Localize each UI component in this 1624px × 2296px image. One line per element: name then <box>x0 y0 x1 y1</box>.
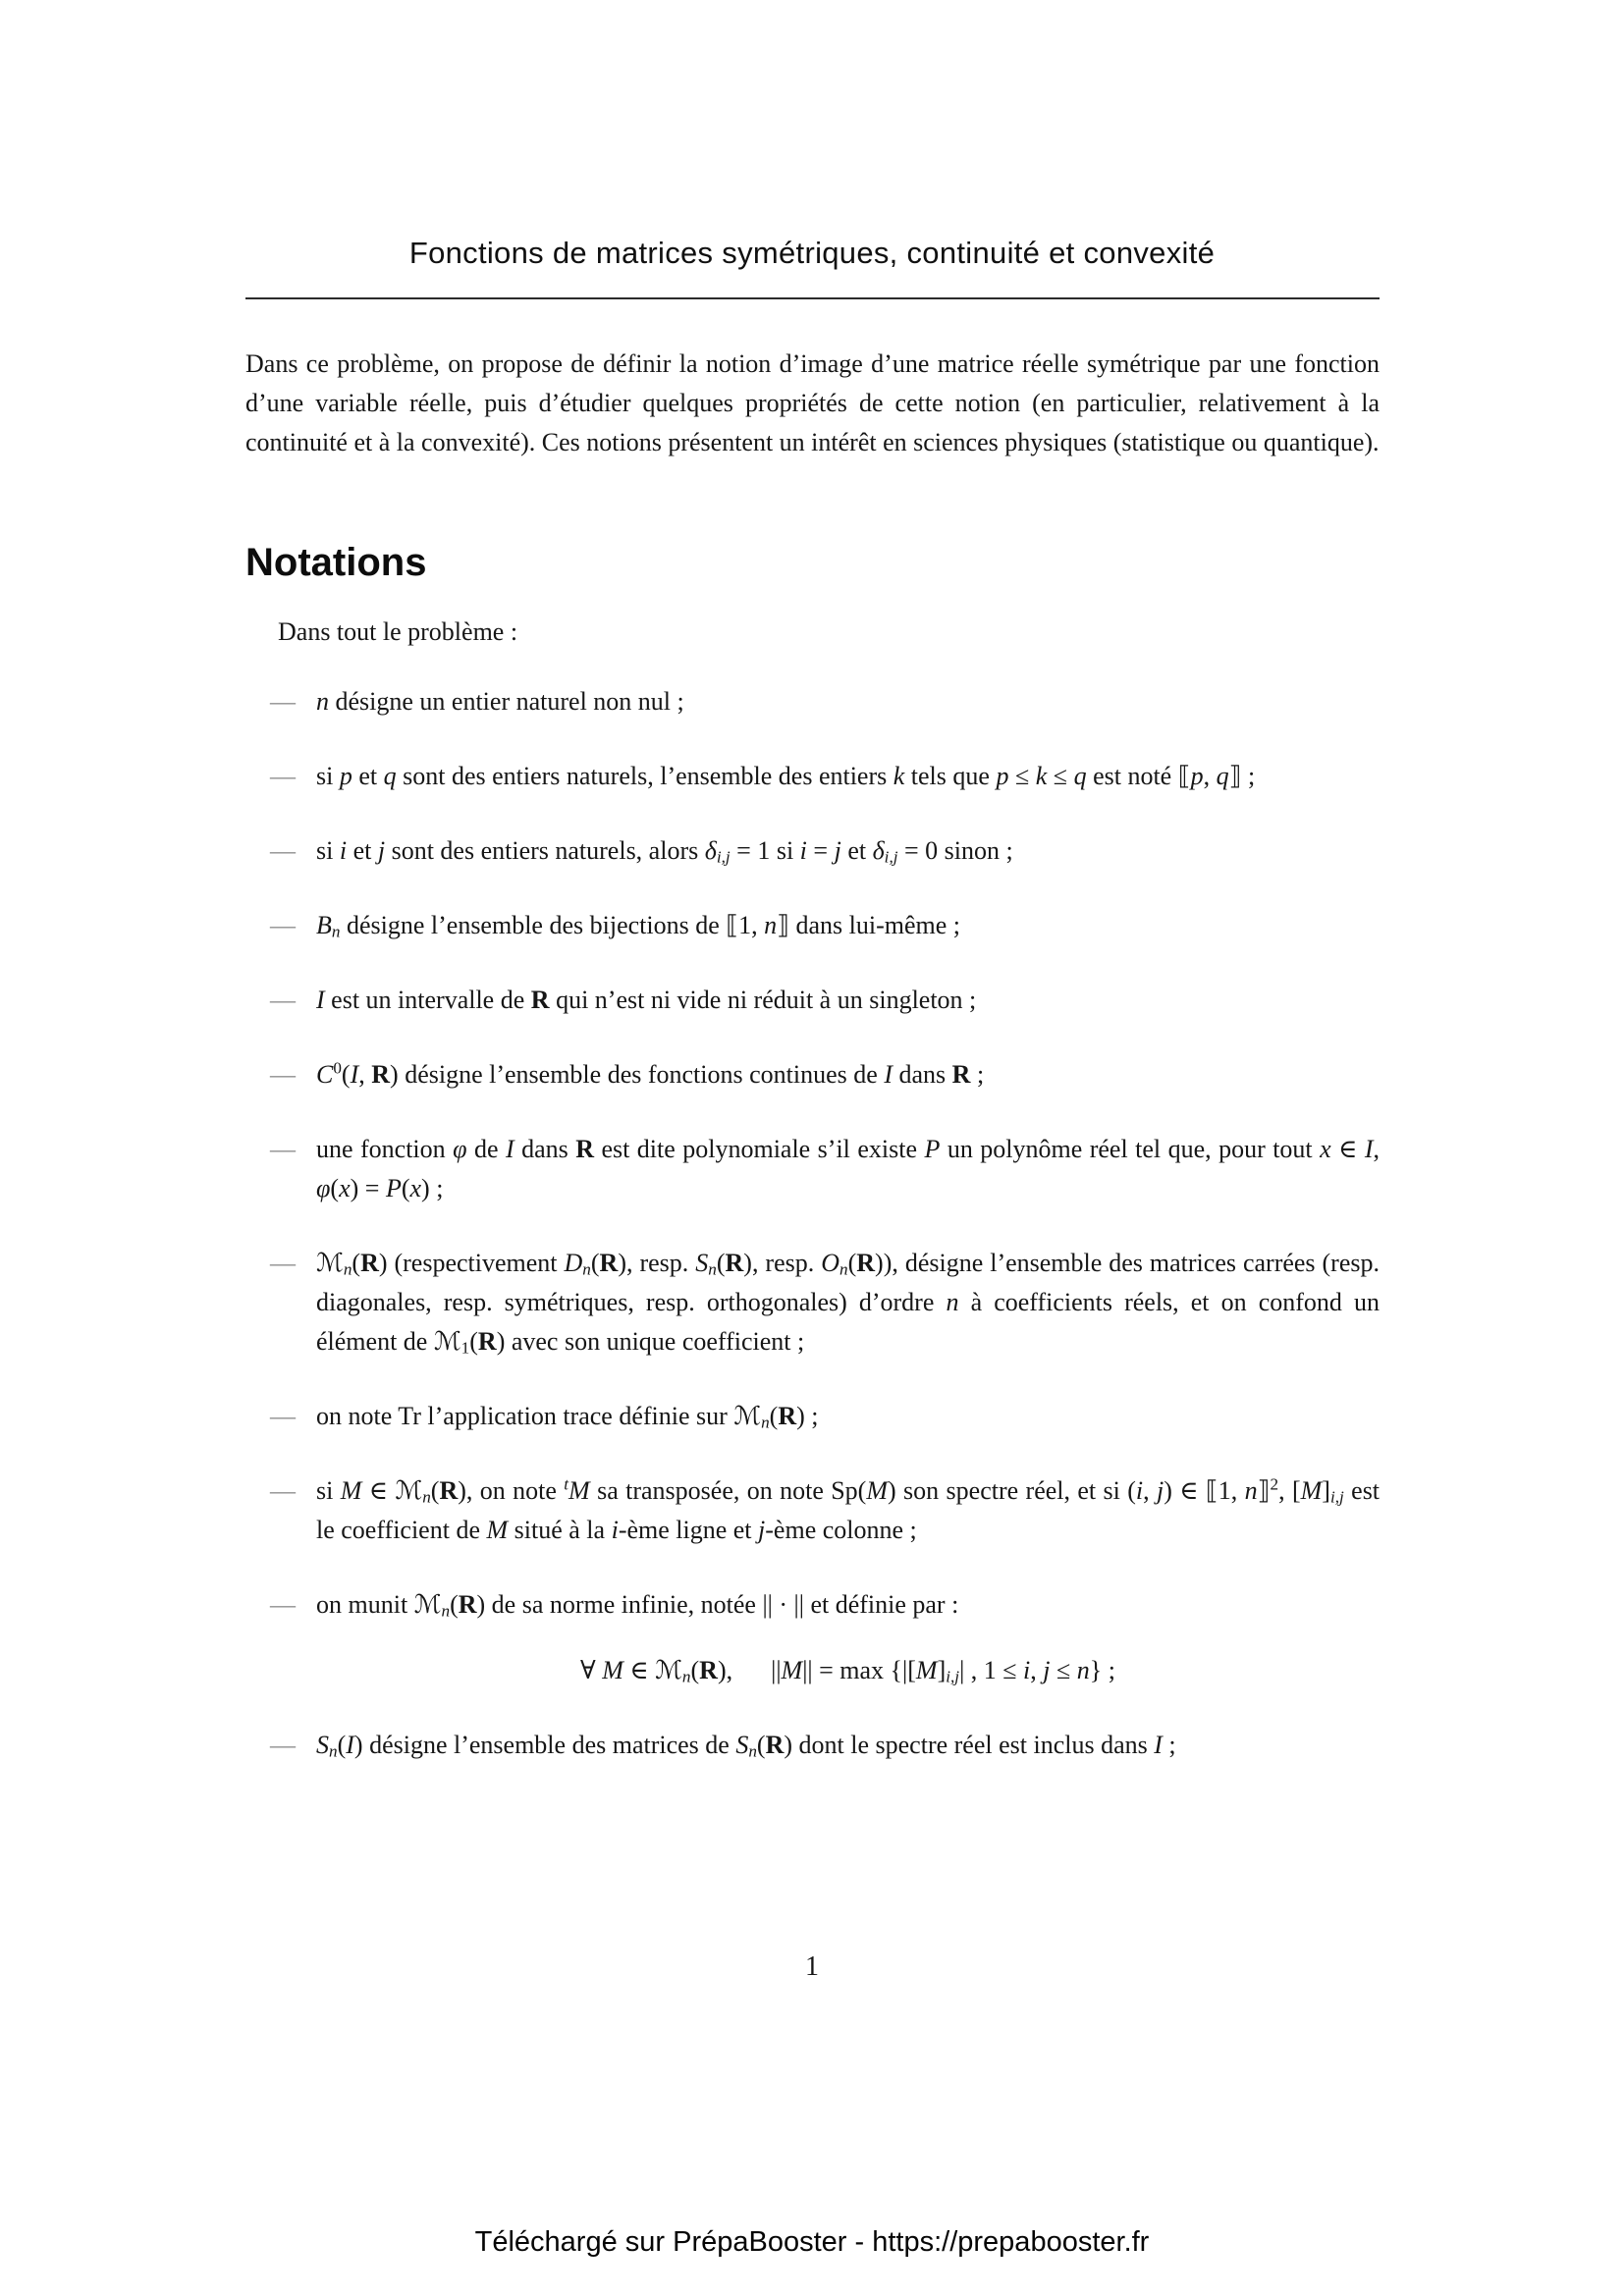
text-run: M <box>866 1476 889 1505</box>
text-run: si <box>316 836 340 865</box>
text-run: ( <box>330 1174 340 1202</box>
item-text <box>316 986 976 1014</box>
text-run: ℳ <box>655 1656 682 1685</box>
text-run: R <box>599 1249 619 1277</box>
text-run: n <box>1244 1476 1258 1505</box>
text-run: R <box>439 1476 459 1505</box>
text-run: x <box>339 1174 351 1202</box>
text-run: sont des entiers naturels, l’ensemble des entiers <box>396 762 893 790</box>
text-run: φ <box>316 1174 331 1202</box>
text-run: n <box>708 1259 717 1279</box>
text-run: désigne l’ensemble des bijections de <box>340 911 727 939</box>
text-run: ( <box>450 1590 459 1619</box>
text-run: n <box>582 1259 591 1279</box>
text-run: -ème ligne et <box>618 1516 759 1544</box>
item-text <box>316 1590 958 1619</box>
text-run: ( <box>769 1402 779 1430</box>
text-run: ] <box>1322 1476 1330 1505</box>
item-dash-marker: — <box>270 1402 296 1430</box>
text-run: ( <box>337 1731 347 1759</box>
text-run: n <box>316 687 329 716</box>
text-run: ] <box>937 1656 947 1684</box>
text-run: , <box>358 1060 372 1089</box>
text-run: M <box>486 1516 509 1544</box>
text-run: C <box>316 1060 334 1089</box>
text-run: 1, <box>1218 1476 1245 1505</box>
text-run: 1 <box>460 1338 470 1358</box>
text-run: q <box>1216 762 1229 790</box>
text-run: | , 1 ≤ <box>959 1656 1024 1684</box>
text-run: 1, <box>738 911 765 939</box>
list-item <box>245 906 1380 945</box>
text-run: ℳ <box>433 1327 461 1357</box>
text-run: M <box>340 1476 362 1505</box>
item-text <box>316 1060 984 1089</box>
list-item <box>245 831 1380 871</box>
page-content <box>245 345 1380 1800</box>
text-run: I <box>1154 1731 1163 1759</box>
text-run: n <box>761 1413 770 1432</box>
text-run: n <box>331 922 341 941</box>
text-run: ), resp. <box>618 1249 696 1277</box>
item-text <box>316 1402 819 1430</box>
text-run: j <box>1156 1476 1164 1505</box>
text-run: i,j <box>884 847 898 867</box>
text-run: n <box>1076 1656 1090 1684</box>
text-run: ( <box>690 1656 700 1684</box>
text-run: sont des entiers naturels, alors <box>385 836 705 865</box>
item-dash-marker: — <box>270 687 296 716</box>
text-run: sa transposée, on note Sp( <box>589 1476 867 1505</box>
text-run: est un intervalle de <box>324 986 531 1014</box>
item-text <box>316 1731 1176 1759</box>
list-item <box>245 682 1380 721</box>
text-run: ∈ <box>623 1656 656 1684</box>
text-run: ) = <box>350 1174 386 1202</box>
text-run: désigne un entier naturel non nul ; <box>329 687 684 716</box>
text-run: δ <box>872 836 885 865</box>
notations-lead: Dans tout le problème : <box>278 617 518 646</box>
list-item <box>245 1055 1380 1095</box>
text-run: I <box>316 986 325 1014</box>
text-run: D <box>564 1249 583 1277</box>
text-run: ) dont le spectre réel est inclus dans <box>784 1731 1155 1759</box>
text-run: 2 <box>1270 1474 1279 1494</box>
text-run: i <box>1135 1476 1144 1505</box>
text-run: ; <box>1241 762 1256 790</box>
item-dash-marker: — <box>270 1249 296 1277</box>
text-run: ( <box>847 1249 857 1277</box>
text-run: R <box>371 1060 391 1089</box>
text-run: -ème colonne ; <box>765 1516 917 1544</box>
text-run: et <box>347 836 378 865</box>
text-run: P <box>385 1174 402 1202</box>
text-run: tels que <box>904 762 997 790</box>
text-run: et <box>840 836 873 865</box>
text-run: R <box>725 1249 744 1277</box>
text-run: i <box>1023 1656 1031 1684</box>
text-run: n <box>681 1667 691 1686</box>
text-run: i,j <box>946 1667 960 1686</box>
text-run: M <box>781 1656 803 1684</box>
text-run: ) de sa norme infinie, notée || · || et définie par : <box>476 1590 959 1619</box>
item-text <box>316 687 684 716</box>
text-run: = 1 si <box>730 836 800 865</box>
text-run: ∈ <box>361 1476 396 1505</box>
intro-paragraph <box>245 345 1380 540</box>
list-item <box>245 1397 1380 1436</box>
item-text <box>316 1249 1380 1356</box>
text-run: est noté <box>1086 762 1178 790</box>
text-run: j <box>377 836 386 865</box>
text-run: q <box>383 762 397 790</box>
text-run: ), on note <box>458 1476 565 1505</box>
list-item <box>245 1585 1380 1690</box>
text-run: ), resp. <box>743 1249 822 1277</box>
text-run: p <box>996 762 1009 790</box>
text-run: n <box>946 1288 959 1316</box>
title-rule-divider <box>245 297 1380 299</box>
text-run: j <box>1043 1656 1051 1684</box>
text-run: I <box>884 1060 893 1089</box>
section-heading-notations: Notations <box>245 541 427 584</box>
text-run: , <box>1203 762 1217 790</box>
text-run: O <box>821 1249 839 1277</box>
text-run: ⟦ <box>1177 762 1191 791</box>
text-run: x <box>1320 1135 1331 1163</box>
text-run: ( <box>352 1249 361 1277</box>
list-item <box>245 981 1380 1020</box>
text-run: R <box>765 1731 785 1759</box>
footer-credit: Téléchargé sur PrépaBooster - https://prepabooster.fr <box>474 2226 1150 2258</box>
text-run: ℳ <box>733 1402 762 1431</box>
text-run: i <box>339 836 348 865</box>
text-run: ℳ <box>316 1249 344 1278</box>
text-run: B <box>316 911 332 939</box>
text-run: ∈ <box>1330 1135 1365 1163</box>
text-run: R <box>951 1060 971 1089</box>
text-run: si <box>316 762 340 790</box>
text-run: n <box>343 1259 352 1279</box>
text-run: M <box>915 1656 938 1684</box>
text-run: ≤ <box>1047 762 1074 790</box>
text-run: , <box>1030 1656 1044 1684</box>
list-item <box>245 757 1380 796</box>
text-run: i,j <box>1329 1487 1344 1507</box>
notations-list <box>245 682 1380 1765</box>
text-run: ( <box>756 1731 766 1759</box>
text-run: ( <box>716 1249 726 1277</box>
item-dash-marker: — <box>270 986 296 1014</box>
text-run: situé à la <box>508 1516 612 1544</box>
text-run: I <box>1364 1135 1374 1163</box>
text-run: j <box>758 1516 766 1544</box>
text-run: p <box>339 762 352 790</box>
text-run: R <box>778 1402 797 1430</box>
text-run: n <box>422 1487 431 1507</box>
item-text <box>316 1135 1380 1202</box>
text-run: , [ <box>1278 1476 1301 1505</box>
text-run: t <box>564 1474 569 1494</box>
text-run: j <box>834 836 841 865</box>
item-text <box>316 836 1013 865</box>
text-run: ; <box>1162 1731 1176 1759</box>
text-run: ( <box>401 1174 410 1202</box>
text-run: )), désigne l’ensemble des matrices carrées (resp. diagonales, resp. symétriques, resp. orthogonales) d’ordre <box>316 1249 1380 1316</box>
text-run: ) ∈ <box>1164 1476 1206 1505</box>
text-run: S <box>695 1249 709 1277</box>
text-run: R <box>699 1656 718 1684</box>
text-run: R <box>575 1135 594 1163</box>
item-dash-marker: — <box>270 1731 296 1759</box>
text-run: φ <box>453 1135 467 1163</box>
text-run: R <box>458 1590 477 1619</box>
text-run: ; <box>970 1060 985 1089</box>
item-text <box>316 911 960 939</box>
item-dash-marker: — <box>270 1135 296 1163</box>
text-run: ℳ <box>413 1590 442 1620</box>
text-run: ) désigne l’ensemble des fonctions continues de <box>390 1060 885 1089</box>
text-run: R <box>530 986 550 1014</box>
text-run: ⟧ <box>1257 1476 1271 1506</box>
text-run: est le coefficient de <box>316 1476 1380 1544</box>
text-run: || = max {|[ <box>802 1656 916 1684</box>
text-run: = <box>806 836 835 865</box>
text-run: qui n’est ni vide ni réduit à un singleton ; <box>549 986 977 1014</box>
text-run: M <box>568 1476 590 1505</box>
text-run: ( <box>341 1060 351 1089</box>
text-run: i <box>799 836 807 865</box>
text-run: on note Tr l’application trace définie sur <box>316 1402 734 1430</box>
text-run: ⟧ <box>777 911 789 940</box>
text-run: R <box>360 1249 379 1277</box>
text-run: à coefficients réels, et on confond un élément de <box>316 1288 1380 1356</box>
text-run: si <box>316 1476 341 1505</box>
item-dash-marker: — <box>270 1060 296 1089</box>
text-run: dans lui-même ; <box>789 911 961 939</box>
text-run: p <box>1190 762 1204 790</box>
text-run: , <box>1373 1135 1380 1163</box>
list-item <box>245 1726 1380 1765</box>
text-run: dans <box>892 1060 952 1089</box>
text-run: ⟦ <box>726 911 739 940</box>
text-run: est dite polynomiale s’il existe <box>594 1135 925 1163</box>
text-run: S <box>316 1731 329 1759</box>
text-run: , <box>1143 1476 1157 1505</box>
item-text <box>316 762 1255 790</box>
text-run: k <box>1035 762 1048 790</box>
text-run: S <box>735 1731 749 1759</box>
text-run: ) désigne l’ensemble des matrices de <box>353 1731 736 1759</box>
text-run: ) avec son unique coefficient ; <box>496 1327 805 1356</box>
text-run: ⟦ <box>1205 1476 1218 1506</box>
item-text <box>316 1476 1380 1544</box>
text-run: n <box>839 1259 848 1279</box>
text-run: ≤ <box>1008 762 1036 790</box>
list-item <box>245 1471 1380 1550</box>
text-run: un polynôme réel tel que, pour tout <box>940 1135 1321 1163</box>
text-run: ⟧ <box>1228 762 1242 791</box>
text-run: M <box>1300 1476 1323 1505</box>
text-run: ∀ <box>579 1656 603 1684</box>
text-run: ( <box>469 1327 478 1356</box>
text-run: i <box>611 1516 619 1544</box>
text-run: = 0 sinon ; <box>897 836 1013 865</box>
text-run: de <box>466 1135 506 1163</box>
text-run: k <box>893 762 905 790</box>
text-run: R <box>477 1327 497 1356</box>
text-run: ) ; <box>796 1402 819 1430</box>
text-run: ( <box>590 1249 600 1277</box>
text-run: P <box>924 1135 941 1163</box>
item-dash-marker: — <box>270 1476 296 1505</box>
text-run: ℳ <box>395 1476 423 1506</box>
text-run: i,j <box>716 847 731 867</box>
text-run: I <box>350 1060 359 1089</box>
text-run: ) son spectre réel, et si ( <box>888 1476 1136 1505</box>
text-run: } ; <box>1089 1656 1115 1684</box>
item-dash-marker: — <box>270 1590 296 1619</box>
display-formula <box>316 1651 1380 1690</box>
text-run: 0 <box>333 1058 342 1078</box>
item-dash-marker: — <box>270 762 296 790</box>
text-run: M <box>602 1656 623 1684</box>
text-run: on munit <box>316 1590 414 1619</box>
text-run: q <box>1073 762 1087 790</box>
text-run: ) ; <box>421 1174 444 1202</box>
text-run: n <box>329 1741 338 1761</box>
text-run: ( <box>430 1476 440 1505</box>
text-run: n <box>441 1601 451 1621</box>
text-run: I <box>505 1135 514 1163</box>
text-run: et <box>352 762 384 790</box>
list-item <box>245 1244 1380 1362</box>
text-run: n <box>748 1741 757 1761</box>
text-run: ) (respectivement <box>378 1249 565 1277</box>
text-run: x <box>409 1174 422 1202</box>
text-run: I <box>346 1731 354 1759</box>
item-dash-marker: — <box>270 836 296 865</box>
text-run: dans <box>514 1135 576 1163</box>
document-title: Fonctions de matrices symétriques, continuité et convexité <box>408 236 1216 270</box>
page-number: 1 <box>805 1951 819 1982</box>
list-item <box>245 1130 1380 1208</box>
text-run: ≤ <box>1050 1656 1077 1684</box>
text-run: Dans ce problème, on propose de définir la notion d’image d’une matrice réelle symétrique par une fonction d’une variable réelle, puis d’étudier quelques propriétés de cette notion (en particulier, relativement à la continuité et à la convexité). Ces notions présentent un intérêt en sciences physiques (statistique ou quantique). <box>245 349 1380 456</box>
text-run: une fonction <box>316 1135 454 1163</box>
text-run: n <box>764 911 778 939</box>
item-dash-marker: — <box>270 911 296 939</box>
text-run: R <box>856 1249 876 1277</box>
text-run: ), || <box>717 1656 782 1684</box>
text-run: δ <box>704 836 717 865</box>
